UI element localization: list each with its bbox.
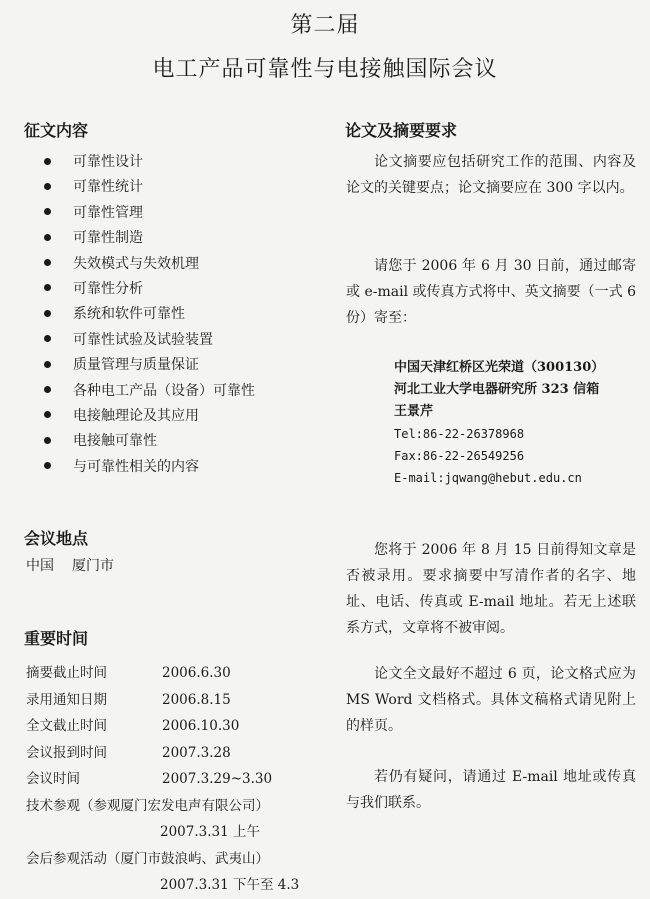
post-tour-label: 会后参观活动（厦门市鼓浪屿、武夷山）	[26, 850, 269, 867]
dates-heading: 重要时间	[24, 629, 89, 648]
date-row	[26, 740, 299, 767]
bullet-icon	[44, 361, 51, 368]
bullet-icon	[44, 462, 51, 469]
list-item	[44, 404, 255, 429]
topic-label: 可靠性设计	[73, 154, 143, 170]
date-label: 摘要截止时间	[26, 665, 107, 681]
list-item	[44, 201, 255, 226]
topic-label: 可靠性试验及试验装置	[73, 331, 213, 348]
document-title-line1: 第二届	[290, 13, 360, 38]
requirements-heading: 论文及摘要要求	[345, 121, 458, 140]
list-item	[44, 150, 255, 175]
list-item	[44, 379, 255, 404]
requirements-paragraph-5: 若仍有疑问，请通过 E-mail 地址或传真与我们联系。	[346, 769, 636, 811]
venue-location	[26, 555, 114, 575]
contact-email: E-mail:jqwang@hebut.edu.cn	[394, 471, 582, 485]
contact-tel: Tel:86-22-26378968	[394, 427, 525, 441]
bullet-icon	[44, 335, 51, 342]
venue-city: 厦门市	[72, 558, 114, 574]
date-row	[26, 687, 299, 714]
date-label: 录用通知日期	[26, 691, 107, 708]
topics-list	[44, 150, 255, 480]
list-item	[44, 302, 255, 327]
contact-fax: Fax:86-22-26549256	[394, 449, 525, 463]
requirements-paragraph-4: 论文全文最好不超过 6 页，论文格式应为 MS Word 文档格式。具体文稿格式请见附上的样页。	[346, 666, 636, 734]
date-label: 会议时间	[26, 771, 80, 787]
venue-heading: 会议地点	[24, 529, 89, 548]
bullet-icon	[44, 284, 51, 291]
date-label: 会议报到时间	[26, 744, 107, 761]
list-item	[44, 328, 255, 353]
bullet-icon	[44, 386, 51, 393]
venue-country: 中国	[26, 558, 54, 574]
list-item	[44, 353, 255, 378]
date-label: 全文截止时间	[26, 718, 107, 734]
address-line-2: 河北工业大学电器研究所 323 信箱	[394, 382, 600, 397]
bullet-icon	[44, 158, 51, 165]
bullet-icon	[44, 310, 51, 317]
bullet-icon	[44, 259, 51, 266]
mailing-address	[394, 357, 604, 489]
dates-table	[26, 660, 299, 899]
requirements-paragraph-1: 论文摘要应包括研究工作的范围、内容及论文的关键要点；论文摘要应在 300 字以内。	[346, 154, 636, 196]
topic-label: 可靠性制造	[73, 230, 143, 247]
topic-label: 可靠性管理	[73, 204, 143, 221]
topic-label: 电接触理论及其应用	[73, 407, 199, 424]
list-item	[44, 429, 255, 454]
document-title-line2: 电工产品可靠性与电接触国际会议	[152, 57, 498, 82]
date-value: 2007.3.29~3.30	[162, 771, 273, 787]
date-row	[26, 713, 299, 740]
list-item	[44, 455, 255, 480]
topic-label: 可靠性统计	[73, 179, 143, 196]
topic-label: 系统和软件可靠性	[73, 306, 185, 323]
list-item	[44, 226, 255, 251]
topic-label: 质量管理与质量保证	[73, 357, 199, 374]
topic-label: 电接触可靠性	[73, 433, 157, 450]
bullet-icon	[44, 183, 51, 190]
bullet-icon	[44, 234, 51, 241]
date-value: 2006.8.15	[162, 691, 231, 708]
post-tour-value: 2007.3.31 下午至 4.3	[160, 877, 300, 893]
date-value: 2007.3.28	[162, 744, 231, 761]
address-line-1: 中国天津红桥区光荣道（300130）	[394, 360, 605, 375]
topic-label: 各种电工产品（设备）可靠性	[73, 382, 255, 399]
topic-label: 失效模式与失效机理	[73, 255, 199, 272]
requirements-paragraph-2: 请您于 2006 年 6 月 30 日前，通过邮寄或 e-mail 或传真方式将中、英文摘要（一式 6 份）寄至：	[346, 258, 636, 326]
bullet-icon	[44, 411, 51, 418]
contact-name: 王景芹	[394, 404, 434, 419]
list-item	[44, 277, 255, 302]
topics-heading: 征文内容	[24, 121, 89, 140]
date-value: 2006.10.30	[162, 718, 240, 734]
bullet-icon	[44, 437, 51, 444]
bullet-icon	[44, 208, 51, 215]
date-row	[26, 766, 299, 793]
date-value: 2006.6.30	[162, 665, 231, 681]
tour-label: 技术参观（参观厦门宏发电声有限公司）	[26, 797, 269, 814]
date-row	[26, 660, 299, 687]
topic-label: 可靠性分析	[73, 280, 143, 297]
list-item	[44, 252, 255, 277]
tour-value: 2007.3.31 上午	[160, 824, 260, 840]
requirements-paragraph-3: 您将于 2006 年 8 月 15 日前得知文章是否被录用。要求摘要中写清作者的名字、地址、电话、传真或 E-mail 地址。若无上述联系方式，文章将不被审阅。	[346, 542, 636, 636]
topic-label: 与可靠性相关的内容	[73, 458, 199, 475]
list-item	[44, 175, 255, 200]
